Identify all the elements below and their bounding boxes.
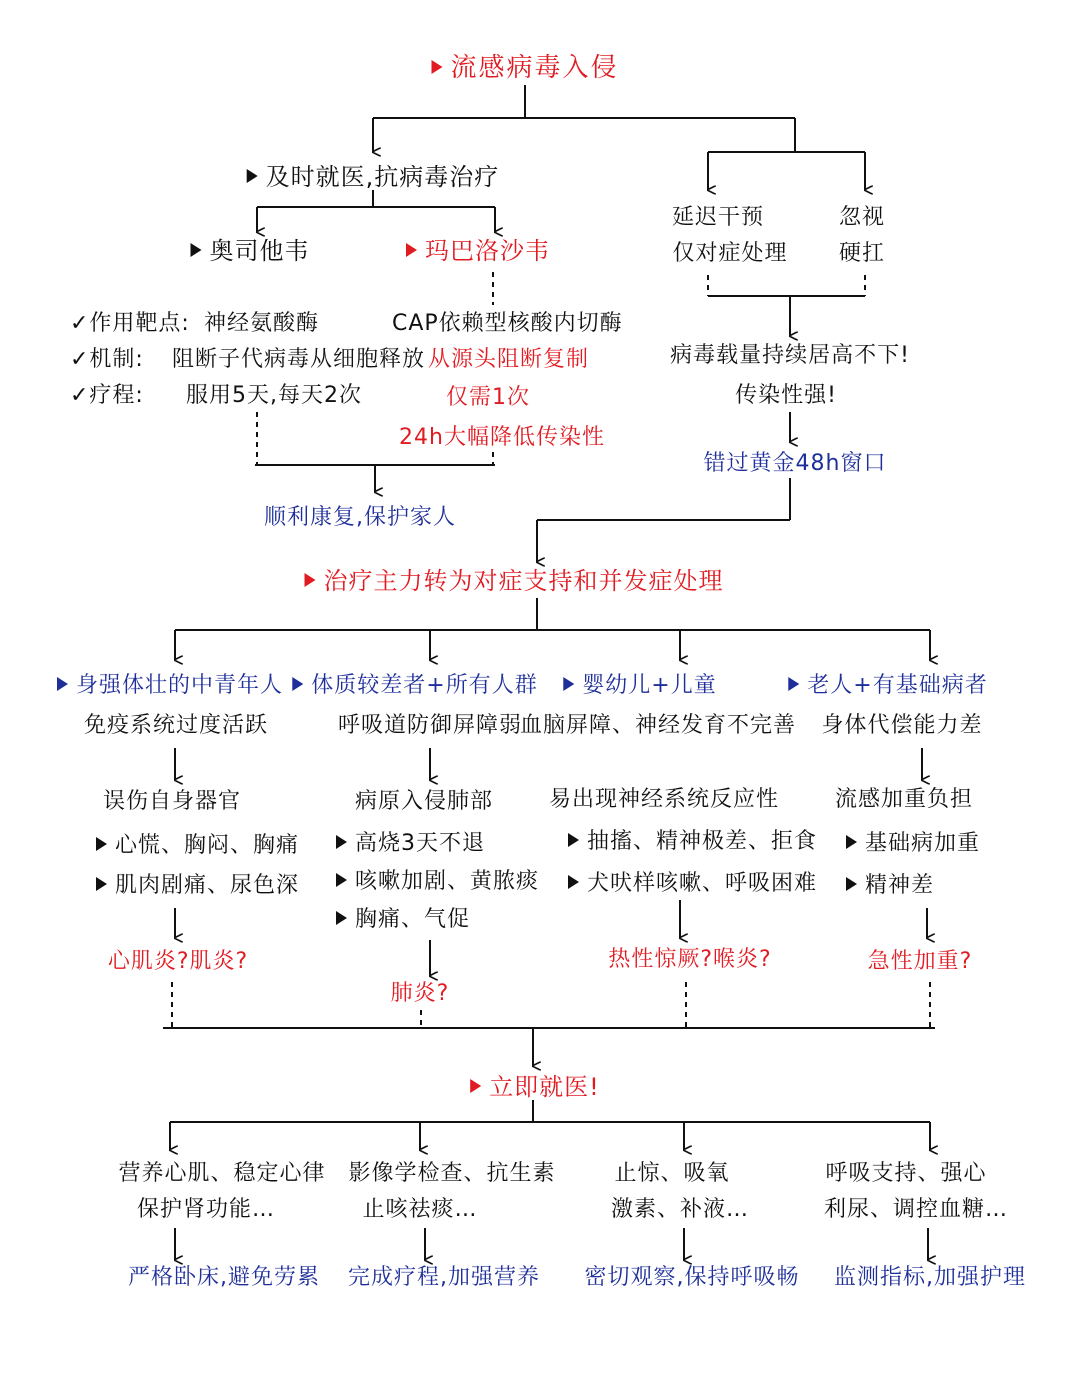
group-2-title: 体质较差者+所有人群 xyxy=(292,672,537,700)
course-baloxavir-contagion: 24h大幅降低传染性 xyxy=(399,425,605,450)
group-3-bullet-2: 犬吠样咳嗽、呼吸困难 xyxy=(568,870,817,898)
triangle-bullet-icon xyxy=(788,677,799,691)
triangle-bullet-icon xyxy=(292,677,303,691)
group-1-line-1: 免疫系统过度活跃 xyxy=(83,713,269,738)
group-4-title: 老人+有基础病者 xyxy=(788,672,987,700)
triangle-bullet-icon xyxy=(406,243,417,257)
delay-line-2: 仅对症处理 xyxy=(672,241,788,266)
triangle-bullet-icon xyxy=(247,169,258,183)
group-4-line-1: 身体代偿能力差 xyxy=(821,713,983,738)
center-treatment-shift: 治疗主力转为对症支持和并发症处理 xyxy=(305,566,724,596)
treatment-2-line-1: 影像学检查、抗生素 xyxy=(348,1161,556,1186)
treatment-4-line-1: 呼吸支持、强心 xyxy=(825,1161,987,1186)
triangle-bullet-icon xyxy=(96,877,107,891)
triangle-bullet-icon xyxy=(568,875,579,889)
treatment-1-line-2: 保护肾功能… xyxy=(136,1197,276,1222)
ignore-line-2: 硬扛 xyxy=(838,241,886,266)
ignore-line-1: 忽视 xyxy=(838,205,886,230)
group-1-title: 身强体壮的中青年人 xyxy=(57,672,283,700)
label-target: ✓作用靶点: xyxy=(70,311,190,336)
viral-load-high: 病毒载量持续居高不下! xyxy=(670,343,910,368)
triangle-bullet-icon xyxy=(336,835,347,849)
triangle-bullet-icon xyxy=(336,873,347,887)
treatment-1-line-1: 营养心肌、稳定心律 xyxy=(118,1161,326,1186)
contagious: 传染性强! xyxy=(735,383,837,408)
group-3-bullet-1: 抽搐、精神极差、拒食 xyxy=(568,828,817,856)
group-2-bullet-2: 咳嗽加剧、黄脓痰 xyxy=(336,868,539,896)
group-3-risk: 热性惊厥?喉炎? xyxy=(608,947,772,972)
triangle-bullet-icon xyxy=(846,877,857,891)
group-1-risk: 心肌炎?肌炎? xyxy=(107,949,249,974)
triangle-bullet-icon xyxy=(305,573,316,587)
treatment-2-line-2: 止咳祛痰… xyxy=(362,1197,478,1222)
group-3-title: 婴幼儿+儿童 xyxy=(563,672,716,700)
mechanism-oseltamivir: 阻断子代病毒从细胞释放 xyxy=(172,347,426,372)
triangle-bullet-icon xyxy=(336,911,347,925)
treatment-4-result: 监测指标,加强护理 xyxy=(834,1265,1026,1290)
group-2-line-2: 病原入侵肺部 xyxy=(354,789,494,814)
treatment-4-line-2: 利尿、调控血糖… xyxy=(823,1197,1009,1222)
triangle-bullet-icon xyxy=(568,833,579,847)
triangle-bullet-icon xyxy=(96,837,107,851)
drug-baloxavir: 玛巴洛沙韦 xyxy=(406,236,550,266)
group-1-bullet-2: 肌肉剧痛、尿色深 xyxy=(96,872,299,900)
treatment-2-result: 完成疗程,加强营养 xyxy=(348,1265,540,1290)
result-recovery: 顺利康复,保护家人 xyxy=(264,505,456,530)
group-1-bullet-1: 心慌、胸闷、胸痛 xyxy=(96,832,299,860)
triangle-bullet-icon xyxy=(846,835,857,849)
label-mechanism: ✓机制: xyxy=(70,347,144,372)
triangle-bullet-icon xyxy=(431,60,442,74)
triangle-bullet-icon xyxy=(57,677,68,691)
group-3-line-1: 血脑屏障、神经发育不完善 xyxy=(519,713,797,738)
label-course: ✓疗程: xyxy=(70,383,144,408)
target-oseltamivir: 神经氨酸酶 xyxy=(204,311,320,336)
treatment-3-line-1: 止惊、吸氧 xyxy=(614,1161,730,1186)
treatment-1-result: 严格卧床,避免劳累 xyxy=(128,1265,320,1290)
group-3-line-2: 易出现神经系统反应性 xyxy=(548,787,780,812)
heading-early-treatment: 及时就医,抗病毒治疗 xyxy=(247,162,500,192)
group-1-line-2: 误伤自身器官 xyxy=(102,789,242,814)
triangle-bullet-icon xyxy=(191,243,202,257)
group-4-bullet-2: 精神差 xyxy=(846,872,934,900)
treatment-3-line-2: 激素、补液… xyxy=(610,1197,750,1222)
delay-line-1: 延迟干预 xyxy=(671,205,765,230)
triangle-bullet-icon xyxy=(470,1079,481,1093)
group-4-line-2: 流感加重负担 xyxy=(834,787,974,812)
urgent-see-doctor: 立即就医! xyxy=(470,1072,600,1102)
group-4-risk: 急性加重? xyxy=(867,949,973,974)
course-oseltamivir: 服用5天,每天2次 xyxy=(186,383,362,408)
triangle-bullet-icon xyxy=(563,677,574,691)
mechanism-baloxavir: 从源头阻断复制 xyxy=(428,347,590,372)
drug-oseltamivir: 奥司他韦 xyxy=(191,236,310,266)
group-2-bullet-1: 高烧3天不退 xyxy=(336,830,485,858)
treatment-3-result: 密切观察,保持呼吸畅 xyxy=(584,1265,800,1290)
group-2-risk: 肺炎? xyxy=(390,981,450,1006)
missed-window: 错过黄金48h窗口 xyxy=(703,451,887,476)
title-influenza-invasion: 流感病毒入侵 xyxy=(431,52,618,84)
target-baloxavir: CAP依赖型核酸内切酶 xyxy=(392,311,623,336)
group-2-line-1: 呼吸道防御屏障弱 xyxy=(337,713,523,738)
group-4-bullet-1: 基础病加重 xyxy=(846,830,980,858)
course-baloxavir-once: 仅需1次 xyxy=(446,385,530,410)
group-2-bullet-3: 胸痛、气促 xyxy=(336,906,470,934)
